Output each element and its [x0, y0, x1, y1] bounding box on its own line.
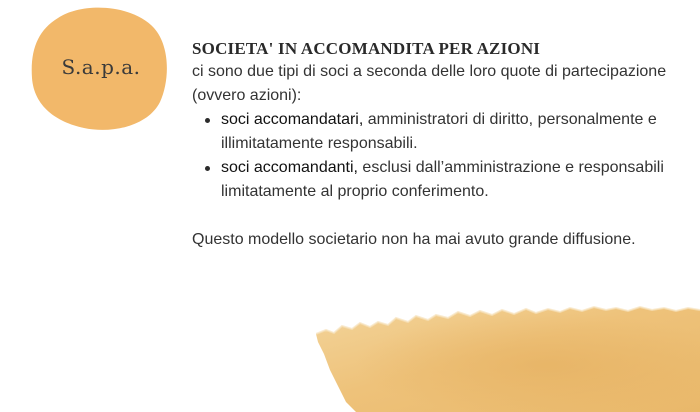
closing-paragraph: Questo modello societario non ha mai avuto grande diffusione. [192, 231, 636, 248]
list-item [221, 156, 682, 204]
list-item [221, 108, 682, 156]
badge-label: S.a.p.a. [61, 55, 141, 79]
list-item-term: soci accomandanti, [221, 159, 358, 176]
torn-paper-texture [316, 307, 700, 412]
list-item-term: soci accomandatari, [221, 111, 364, 128]
list-item-text: esclusi dall’amministrazione e responsabili limitatamente al proprio conferimento. [221, 159, 664, 200]
intro-paragraph: ci sono due tipi di soci a seconda delle loro quote di partecipazione (ovvero azioni): [192, 63, 667, 104]
content-block [192, 38, 682, 252]
section-heading: SOCIETA' IN ACCOMANDITA PER AZIONI [192, 39, 541, 58]
bullet-list [192, 108, 682, 204]
bullet-icon [205, 118, 210, 123]
torn-paper-decoration [316, 306, 700, 412]
bullet-icon [205, 166, 210, 171]
spacer [192, 204, 682, 228]
list-item-text: amministratori di diritto, personalmente e illimitatamente responsabili. [221, 111, 657, 152]
